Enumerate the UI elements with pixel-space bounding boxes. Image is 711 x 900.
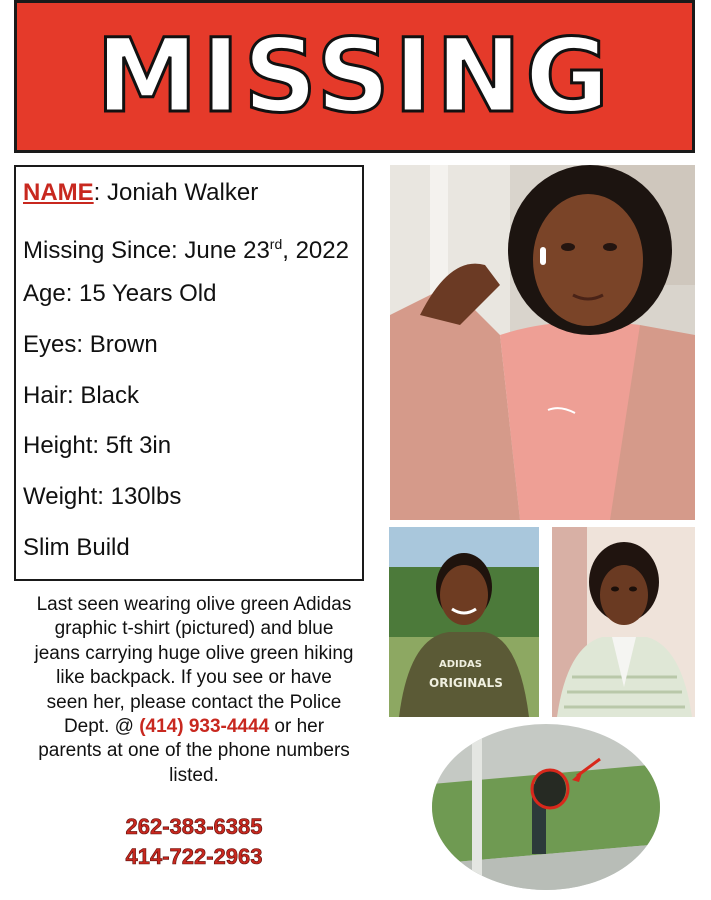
age-row: Age: 15 Years Old — [23, 280, 217, 308]
hair-row: Hair: Black — [23, 381, 140, 409]
parent-phone-2: 414-722-2963 — [125, 844, 263, 869]
green-shirt-photo — [389, 527, 539, 717]
name-value: : Joniah Walker — [93, 179, 259, 206]
info-box — [14, 165, 364, 581]
eyes-row: Eyes: Brown — [23, 331, 158, 359]
banner-title: MISSING — [96, 16, 613, 136]
police-phone: (414) 933-4444 — [139, 716, 270, 738]
contact-phones — [14, 812, 374, 872]
missing-banner — [14, 0, 695, 153]
description-text: Last seen wearing olive green Adidas graphic t-shirt (pictured) and blue jeans carrying huge olive green hiking like backpack. If you see or have seen her, please contact the Police Dept. @ (414) 933-4444 or her parents at one of the phone numbers listed. — [34, 594, 354, 786]
striped-cardigan-photo — [552, 527, 695, 717]
main-portrait-photo — [390, 165, 695, 520]
build-row: Slim Build — [23, 533, 130, 561]
name-label: NAME — [23, 179, 94, 206]
shirt-text-bottom: ORIGINALS — [429, 676, 503, 690]
shirt-text-top: ADIDAS — [439, 659, 483, 670]
height-row: Height: 5ft 3in — [23, 432, 172, 460]
missing-since-row: Missing Since: June 23rd, 2022 — [23, 235, 349, 264]
parent-phone-1: 262-383-6385 — [125, 814, 263, 839]
surveillance-photo — [432, 724, 661, 890]
name-row — [23, 175, 362, 226]
weight-row: Weight: 130lbs — [23, 483, 182, 511]
